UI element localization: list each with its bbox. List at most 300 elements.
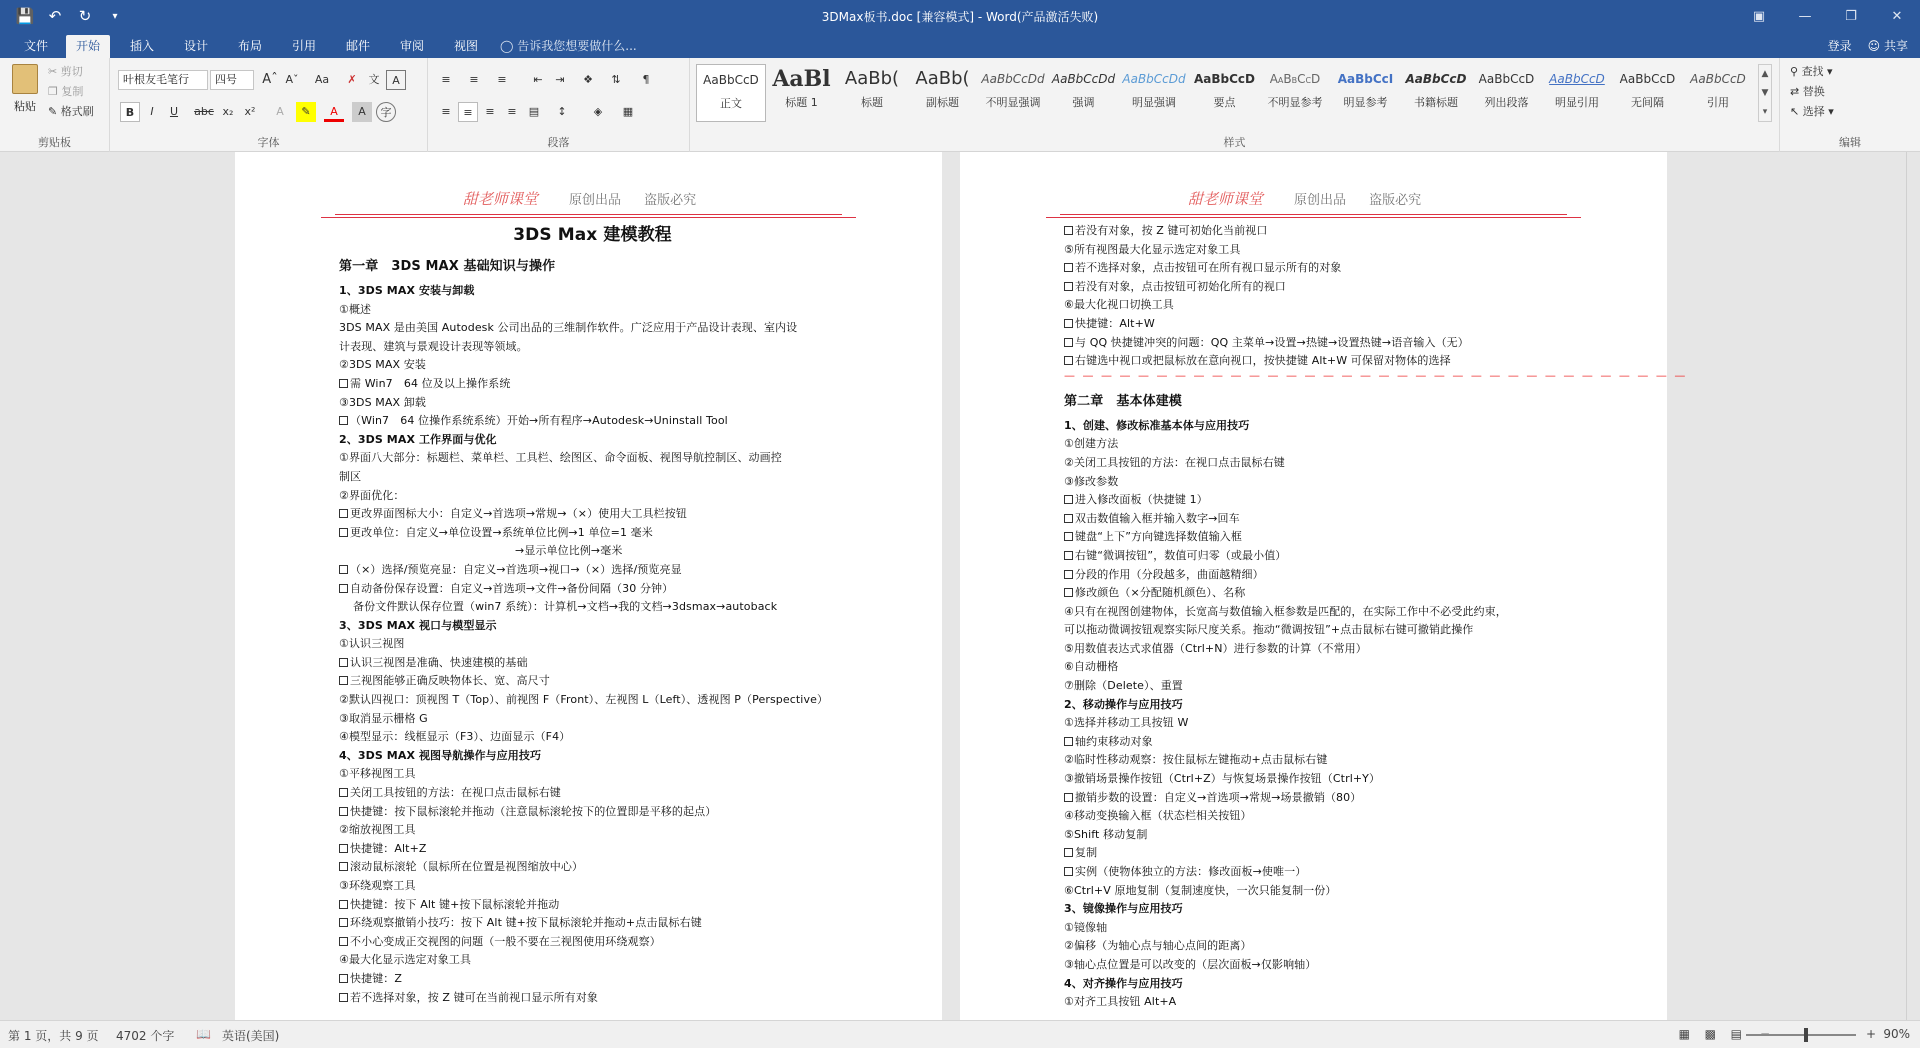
line-text: ⑥Ctrl+V 原地复制（复制速度快，一次只能复制一份） — [1064, 883, 1337, 897]
align-center-icon[interactable]: ≡ — [458, 102, 478, 122]
section-heading — [1064, 696, 1571, 715]
text-line — [339, 821, 846, 840]
text-line — [339, 654, 846, 673]
header-line — [1060, 214, 1567, 215]
replace-button[interactable]: ⇄ 替换 — [1790, 85, 1825, 98]
checkbox-icon — [339, 379, 348, 388]
line-text: — — — — — — — — — — — — — — — — — — — — — — — — — — — — — — — — — — — [1064, 368, 1688, 382]
checkbox-icon — [1064, 848, 1073, 857]
style-13[interactable] — [1613, 64, 1683, 122]
text-line — [339, 394, 846, 413]
style-preview: AaBbCcD — [1478, 72, 1535, 86]
find-button[interactable]: ⚲ 查找 ▾ — [1790, 65, 1833, 78]
shading-icon[interactable]: ◈ — [593, 105, 603, 118]
char-border-icon[interactable]: A — [386, 70, 406, 90]
style-preview: AaBbCcDd — [981, 72, 1045, 86]
line-text: ④模型显示：线框显示（F3）、边面显示（F4） — [339, 730, 571, 744]
line-text: ⑤所有视图最大化显示选定对象工具 — [1064, 242, 1241, 256]
line-text: →显示单位比例→毫米 — [515, 544, 623, 558]
line-text: ③环绕观察工具 — [339, 879, 416, 892]
line-text: 2、3DS MAX 工作界面与优化 — [339, 432, 497, 446]
line-text: ③取消显示栅格 G — [339, 711, 428, 725]
language[interactable]: 英语(美国) — [222, 1029, 280, 1043]
checkbox-icon — [1064, 226, 1073, 235]
customize-icon[interactable]: ▾ — [112, 10, 118, 22]
paste-button[interactable]: 粘贴 — [8, 64, 42, 124]
replace-icon: ⇄ — [1790, 85, 1800, 98]
style-name: 不明显强调 — [985, 96, 1041, 109]
person-icon: ☺ — [1867, 39, 1881, 53]
font-group: 叶根友毛笔行 四号 Aˆ Aˇ Aa ✗ 文 A B I U abc x₂ x² A ✎ A A 字 字体 — [110, 58, 428, 152]
shrink-font-icon[interactable]: Aˇ — [285, 73, 299, 86]
text-line — [1064, 956, 1571, 975]
checkbox-icon — [1064, 532, 1073, 541]
style-preview: AaBb( — [915, 68, 970, 89]
header-line — [335, 214, 842, 215]
align-left-icon[interactable]: ≡ — [441, 105, 451, 118]
tab-0[interactable]: 文件 — [24, 39, 49, 53]
style-11[interactable] — [1472, 64, 1542, 122]
login-link[interactable]: 登录 — [1827, 39, 1852, 53]
maximize-icon[interactable]: ❐ — [1845, 8, 1857, 24]
line-text: 右键选中视口或把鼠标放在意向视口，按快捷键 Alt+W 可保留对物体的选择 — [1075, 354, 1451, 368]
window-controls — [1736, 0, 1920, 32]
checkbox-icon — [1064, 319, 1073, 328]
phonetic-guide-icon[interactable]: 文 — [368, 73, 380, 86]
editing-group: ⚲ 查找 ▾ ⇄ 替换 ↖ 选择 ▾ 编辑 — [1780, 58, 1920, 152]
text-line — [1064, 315, 1571, 334]
style-name: 引用 — [1707, 96, 1729, 109]
line-text: ⑥最大化视口切换工具 — [1064, 298, 1174, 312]
line-text: 第二章 基本体建模 — [1064, 393, 1182, 409]
style-preview: AaBbCcD — [1690, 72, 1746, 86]
section-heading — [1064, 900, 1571, 919]
text-line — [1064, 603, 1571, 622]
line-text: 3、3DS MAX 视口与模型显示 — [339, 618, 497, 632]
select-button[interactable]: ↖ 选择 ▾ — [1790, 105, 1834, 118]
text-line — [1064, 863, 1571, 882]
line-text: 快捷键：按下 Alt 键+按下鼠标滚轮并拖动 — [350, 897, 560, 911]
decrease-indent-icon[interactable]: ⇤ — [533, 73, 543, 86]
text-line — [339, 784, 846, 803]
style-name: 副标题 — [926, 96, 959, 109]
sort-icon[interactable]: ⇅ — [611, 73, 621, 86]
search-icon: ⚲ — [1790, 65, 1799, 78]
style-8[interactable] — [1260, 64, 1330, 122]
style-preview: AaBbCcD — [1269, 72, 1321, 86]
word-count[interactable]: 4702 个字 — [116, 1029, 175, 1043]
style-preview: AaBbCcD — [1549, 72, 1605, 86]
style-0[interactable] — [696, 64, 766, 122]
page-2[interactable] — [960, 152, 1688, 1020]
line-text: 实例（使物体独立的方法：修改面板→使唯一） — [1075, 865, 1307, 878]
line-text: ①对齐工具按钮 Alt+A — [1064, 995, 1177, 1009]
style-name: 标题 1 — [785, 96, 818, 109]
font-name-select[interactable]: 叶根友毛笔行 — [118, 70, 208, 90]
justify-icon[interactable]: ≡ — [507, 105, 517, 118]
text-line — [1064, 844, 1571, 863]
line-text: ①界面八大部分：标题栏、菜单栏、工具栏、绘图区、命令面板、视图导航控制区、动画控 — [339, 451, 782, 465]
text-line — [339, 933, 846, 952]
checkbox-icon — [339, 974, 348, 983]
zoom-slider-handle[interactable] — [1804, 1028, 1808, 1042]
checkbox-icon — [1064, 793, 1073, 802]
checkbox-icon — [339, 658, 348, 667]
text-effects-icon[interactable]: A — [276, 105, 284, 118]
section-heading — [339, 747, 846, 766]
header-text-2: 盗版必究 — [644, 193, 697, 208]
checkbox-icon — [1064, 551, 1073, 560]
line-text: 认识三视图是准确、快速建模的基础 — [350, 655, 528, 669]
text-line — [339, 356, 846, 375]
print-layout-icon[interactable]: ▩ — [1704, 1027, 1716, 1041]
text-line — [1064, 222, 1571, 241]
section-heading — [339, 282, 846, 301]
checkbox-icon — [339, 584, 348, 593]
text-line — [1064, 770, 1571, 789]
line-text: ①镜像轴 — [1064, 920, 1108, 934]
align-right-icon[interactable]: ≡ — [485, 105, 495, 118]
bullets-icon[interactable]: ≡ — [441, 73, 451, 86]
style-preview: AaBl — [772, 66, 831, 92]
strikethrough-icon[interactable]: abc — [194, 105, 214, 118]
lightbulb-icon: ◯ — [500, 39, 514, 53]
text-line — [1064, 547, 1571, 566]
style-preview: AaBb( — [844, 68, 900, 89]
page-body — [1064, 222, 1688, 1012]
header-text-1: 原创出品 — [1293, 193, 1346, 208]
zoom-slider[interactable] — [1746, 1034, 1856, 1036]
checkbox-icon — [339, 937, 348, 946]
line-text: 若不选择对象，按 Z 键可在当前视口显示所有对象 — [350, 990, 598, 1004]
change-case-button[interactable]: Aa — [314, 73, 330, 86]
increase-indent-icon[interactable]: ⇥ — [555, 73, 565, 86]
scissors-icon: ✂ — [48, 65, 58, 78]
line-text: ②临时性移动观察：按住鼠标左键拖动+点击鼠标右键 — [1064, 753, 1328, 767]
copy-icon: ❐ — [48, 85, 58, 98]
checkbox-icon — [1064, 356, 1073, 365]
text-line — [339, 580, 846, 599]
line-text: 滚动鼠标滚轮（鼠标所在位置是视图缩放中心） — [350, 860, 584, 874]
highlight-icon[interactable]: ✎ — [296, 102, 316, 122]
line-text: 若没有对象，按 Z 键可初始化当前视口 — [1075, 224, 1268, 237]
text-line — [339, 765, 846, 784]
line-text: 分段的作用（分段越多，曲面越精细） — [1075, 567, 1264, 581]
section-heading — [339, 431, 846, 450]
tell-me-box[interactable]: ◯ 告诉我您想要做什么... — [500, 39, 637, 53]
line-text: 3DS MAX 是由美国 Autodesk 公司出品的三维制作软件。广泛应用于产品设计表现、室内设 — [339, 321, 798, 335]
zoom-level[interactable]: 90% — [1883, 1027, 1910, 1041]
text-line — [1064, 751, 1571, 770]
text-line — [339, 858, 846, 877]
style-preview: AaBbCcD — [1193, 72, 1255, 86]
line-text: 双击数值输入框并输入数字→回车 — [1075, 511, 1240, 525]
checkbox-icon — [1064, 514, 1073, 523]
style-name: 强调 — [1072, 96, 1095, 109]
save-icon[interactable]: 💾 — [15, 7, 35, 25]
distributed-icon[interactable]: ▤ — [528, 105, 540, 118]
checkbox-icon — [339, 807, 348, 816]
status-bar — [0, 1020, 1920, 1048]
checkbox-icon — [339, 993, 348, 1002]
brush-icon: ✎ — [48, 105, 58, 118]
text-line — [339, 877, 846, 896]
line-text: ④移动变换输入框（状态栏相关按钮） — [1064, 809, 1252, 823]
tab-5[interactable]: 引用 — [292, 39, 317, 53]
line-spacing-icon[interactable]: ↕ — [557, 105, 567, 118]
line-text: 快捷键：Z — [350, 971, 403, 985]
checkbox-icon — [1064, 263, 1073, 272]
text-line — [1064, 368, 1688, 385]
checkbox-icon — [339, 676, 348, 685]
zoom-in-icon[interactable]: + — [1865, 1027, 1876, 1041]
style-6[interactable] — [1119, 64, 1189, 122]
page-header — [235, 188, 942, 216]
page-1[interactable] — [235, 152, 942, 1020]
text-line — [1064, 528, 1571, 547]
line-text: ②缩放视图工具 — [339, 823, 416, 837]
line-text: 轴约束移动对象 — [1075, 734, 1153, 748]
checkbox-icon — [339, 416, 348, 425]
undo-icon[interactable]: ↶ — [48, 7, 62, 25]
text-line — [1064, 937, 1571, 956]
enclose-char-icon[interactable]: 字 — [376, 102, 396, 122]
italic-icon[interactable]: I — [150, 105, 154, 118]
checkbox-icon — [1064, 867, 1073, 876]
header-logo: 甜老师课堂 — [462, 190, 538, 208]
line-text: 快捷键：按下鼠标滚轮并拖动（注意鼠标滚轮按下的位置即是平移的起点） — [350, 804, 717, 818]
line-text: 第一章 3DS MAX 基础知识与操作 — [339, 259, 556, 274]
style-preview: AaBbCcD — [703, 73, 759, 87]
chapter-heading — [339, 254, 846, 280]
line-text: 自动备份保存设置：自定义→首选项→文件→备份间隔（30 分钟） — [350, 581, 674, 595]
style-name: 列出段落 — [1484, 96, 1529, 109]
line-text: （×）选择/预览亮显：自定义→首选项→视口→（×）选择/预览亮显 — [350, 562, 682, 576]
ribbon-display-icon[interactable]: ▣ — [1752, 8, 1766, 24]
line-text: 1、3DS MAX 安装与卸载 — [339, 284, 475, 297]
line-text: 若没有对象，点击按钮可初始化所有的视口 — [1075, 279, 1286, 293]
clipboard-icon — [12, 64, 38, 94]
text-line — [339, 449, 846, 468]
line-text: 关闭工具按钮的方法：在视口点击鼠标右键 — [350, 786, 561, 800]
text-line — [1064, 714, 1571, 733]
cut-button[interactable]: ✂ 剪切 — [48, 65, 83, 78]
text-line — [339, 524, 846, 543]
checkbox-icon — [339, 565, 348, 574]
line-text: ②偏移（为轴心点与轴心点间的距离） — [1064, 939, 1252, 953]
doc-title — [339, 220, 846, 250]
line-text: 制区 — [339, 469, 362, 483]
style-name: 标题 — [861, 96, 883, 109]
ribbon-tabs — [0, 32, 1920, 58]
borders-icon[interactable]: ▦ — [622, 105, 634, 118]
tab-3[interactable]: 设计 — [184, 39, 209, 53]
line-text: 不小心变成正交视图的问题（一般不要在三视图使用环绕观察） — [350, 934, 661, 948]
text-line — [339, 635, 846, 654]
format-painter-button[interactable]: ✎ 格式刷 — [48, 105, 94, 118]
header-text-2: 盗版必究 — [1369, 193, 1422, 208]
line-text: ①平移视图工具 — [339, 767, 416, 781]
text-line — [339, 542, 846, 561]
tab-4[interactable]: 布局 — [238, 39, 263, 53]
line-text: 三视图能够正确反映物体长、宽、高尺寸 — [350, 674, 550, 688]
underline-icon[interactable]: U — [169, 105, 179, 118]
line-text: ①创建方法 — [1064, 437, 1119, 451]
text-line — [1064, 510, 1571, 529]
style-5[interactable] — [1049, 64, 1119, 122]
tab-6[interactable]: 邮件 — [346, 39, 371, 53]
redo-icon[interactable]: ↻ — [78, 7, 92, 25]
checkbox-icon — [339, 862, 348, 871]
line-text: 3、镜像操作与应用技巧 — [1064, 902, 1183, 916]
text-line — [1064, 473, 1571, 492]
text-line — [1064, 733, 1571, 752]
line-text: ③轴心点位置是可以改变的（层次面板→仅影响轴） — [1064, 957, 1317, 971]
text-line — [1064, 677, 1571, 696]
title-bar — [0, 0, 1920, 32]
checkbox-icon — [1064, 282, 1073, 291]
line-text: ①概述 — [339, 302, 372, 316]
page-body — [339, 218, 846, 1007]
subscript-icon[interactable]: x₂ — [222, 105, 234, 118]
line-text: ④最大化显示选定对象工具 — [339, 953, 472, 967]
line-text: ⑤Shift 移动复制 — [1064, 827, 1148, 841]
tab-8[interactable]: 视图 — [454, 39, 479, 53]
text-line — [339, 951, 846, 970]
text-line — [339, 338, 846, 357]
header-logo: 甜老师课堂 — [1187, 190, 1263, 208]
line-text: ③修改参数 — [1064, 474, 1119, 488]
line-text: 计表现、建筑与景观设计表现等领域。 — [339, 339, 528, 353]
proofing-icon[interactable]: 📖 — [196, 1027, 211, 1041]
text-line — [1064, 621, 1571, 640]
text-line — [339, 487, 846, 506]
style-preview: AaBbCcD — [1405, 72, 1467, 86]
copy-button[interactable]: ❐ 复制 — [48, 85, 84, 98]
style-2[interactable] — [837, 64, 907, 122]
style-10[interactable] — [1401, 64, 1471, 122]
line-text: 撤销步数的设置：自定义→首选项→常规→场景撤销（80） — [1075, 790, 1362, 804]
text-line — [339, 375, 846, 394]
page-header — [960, 188, 1667, 216]
text-line — [1064, 491, 1571, 510]
style-name: 要点 — [1213, 96, 1236, 109]
line-text: ⑤用数值表达式求值器（Ctrl+N）进行参数的计算（不常用） — [1064, 641, 1367, 655]
line-text: 复制 — [1075, 846, 1098, 860]
line-text: 备份文件默认保存位置（win7 系统）：计算机→文档→我的文档→3dsmax→autoback — [353, 600, 778, 614]
text-line — [339, 840, 846, 859]
style-name: 明显强调 — [1132, 96, 1176, 109]
line-text: 3DS Max 建模教程 — [513, 225, 672, 245]
style-4[interactable] — [978, 64, 1048, 122]
chinese-layout-icon[interactable]: ❖ — [583, 73, 593, 86]
line-text: 更改界面图标大小：自定义→首选项→常规→（×）使用大工具栏按钮 — [350, 507, 687, 521]
bold-icon[interactable]: B — [120, 102, 140, 122]
tab-2[interactable]: 插入 — [130, 39, 155, 53]
web-layout-icon[interactable]: ▤ — [1730, 1027, 1742, 1041]
line-text: ①选择并移动工具按钮 W — [1064, 716, 1189, 730]
text-line — [339, 505, 846, 524]
line-text: 1、创建、修改标准基本体与应用技巧 — [1064, 418, 1250, 432]
line-text: ③撤销场景操作按钮（Ctrl+Z）与恢复场景操作按钮（Ctrl+Y） — [1064, 772, 1381, 786]
style-12[interactable] — [1542, 64, 1612, 122]
share-button[interactable]: ☺ 共享 — [1867, 39, 1908, 53]
minimize-icon[interactable]: — — [1798, 8, 1812, 24]
line-text: 快捷键：Alt+W — [1075, 316, 1155, 330]
line-text: 环绕观察撤销小技巧：按下 Alt 键+按下鼠标滚轮并拖动+点击鼠标右键 — [350, 916, 702, 930]
text-line — [339, 896, 846, 915]
line-text: ②默认四视口：顶视图 T（Top）、前视图 F（Front）、左视图 L（Left）、透视图 P（Perspective） — [339, 693, 829, 707]
section-heading — [339, 617, 846, 636]
text-line — [1064, 640, 1571, 659]
close-icon[interactable]: ✕ — [1891, 8, 1903, 24]
grow-font-icon[interactable]: Aˆ — [262, 72, 278, 87]
style-name: 不明显参考 — [1267, 96, 1323, 109]
style-preview: AaBbCcD — [1619, 72, 1676, 86]
font-color-icon[interactable]: A — [324, 102, 344, 122]
line-text: 快捷键：Alt+Z — [350, 841, 427, 855]
document-area[interactable] — [0, 152, 1920, 1020]
text-line — [339, 803, 846, 822]
text-line — [1064, 334, 1571, 353]
text-line — [1064, 454, 1571, 473]
text-line — [339, 561, 846, 580]
vertical-scrollbar[interactable] — [1906, 152, 1920, 1020]
style-7[interactable] — [1190, 64, 1260, 122]
text-line — [339, 914, 846, 933]
section-heading — [1064, 417, 1571, 436]
paragraph-group: ≡ ≡ ≡ ⇤ ⇥ ❖ ⇅ ¶ ≡ ≡ ≡ ≡ ▤ ↕ ◈ ▦ 段落 — [428, 58, 690, 152]
clear-format-icon[interactable]: ✗ — [347, 73, 357, 86]
font-size-select[interactable]: 四号 — [210, 70, 254, 90]
line-text: 4、对齐操作与应用技巧 — [1064, 976, 1183, 990]
text-line — [1064, 919, 1571, 938]
line-text: （Win7 64 位操作系统系统）开始→所有程序→Autodesk→Uninstall Tool — [350, 414, 728, 428]
style-1[interactable] — [767, 64, 837, 122]
show-marks-icon[interactable]: ¶ — [642, 73, 650, 86]
numbering-icon[interactable]: ≡ — [469, 73, 479, 86]
checkbox-icon — [339, 528, 348, 537]
header-text-1: 原创出品 — [568, 193, 621, 208]
tab-7[interactable]: 审阅 — [400, 39, 425, 53]
text-line — [1064, 566, 1571, 585]
style-3[interactable] — [908, 64, 978, 122]
section-heading — [1064, 975, 1571, 994]
style-9[interactable] — [1331, 64, 1401, 122]
page-count[interactable]: 第 1 页，共 9 页 — [8, 1029, 99, 1043]
line-text: ②3DS MAX 安装 — [339, 358, 426, 372]
line-text: 右键“微调按钮”，数值可归零（或最小值） — [1075, 548, 1287, 562]
text-line — [339, 412, 846, 431]
style-14[interactable] — [1683, 64, 1753, 122]
checkbox-icon — [339, 844, 348, 853]
superscript-icon[interactable]: x² — [244, 105, 256, 118]
style-name: 明显引用 — [1555, 96, 1599, 109]
style-name: 正文 — [720, 97, 742, 110]
style-preview: AaBbCcDd — [1051, 72, 1116, 86]
line-text: 与 QQ 快捷键冲突的问题：QQ 主菜单→设置→热键→设置热键→语音输入（无） — [1075, 335, 1469, 349]
text-line — [339, 710, 846, 729]
line-text: ⑥自动栅格 — [1064, 660, 1119, 674]
line-text: 更改单位：自定义→单位设置→系统单位比例→1 单位=1 毫米 — [350, 525, 653, 539]
text-line — [1064, 826, 1571, 845]
styles-scroll[interactable]: ▲ ▼ ▾ — [1758, 64, 1772, 122]
checkbox-icon — [339, 900, 348, 909]
char-shading-icon[interactable]: A — [352, 102, 372, 122]
tab-1[interactable]: 开始 — [66, 35, 110, 58]
multilevel-list-icon[interactable]: ≡ — [497, 73, 507, 86]
read-mode-icon[interactable]: ▦ — [1678, 1027, 1690, 1041]
